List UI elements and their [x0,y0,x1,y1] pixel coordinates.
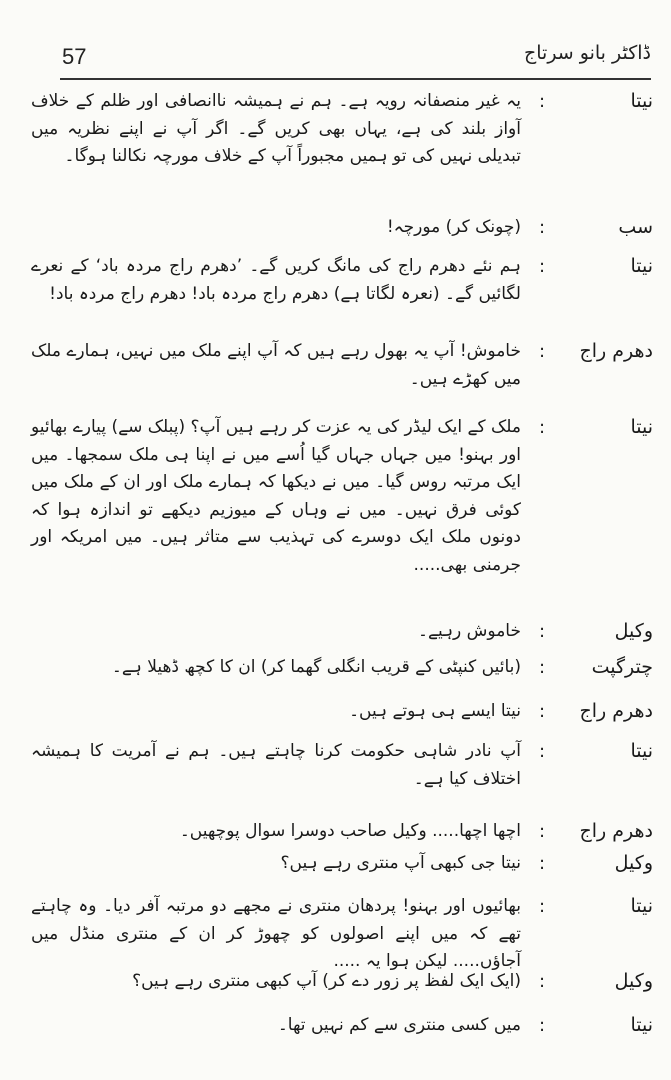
speech-text: ملک کے ایک لیڈر کی یہ عزت کر رہے ہیں آپ؟ (پبلک سے) پیارے بھائیو اور بہنو! میں جہاں جہاں گیا اُسے میں نے اپنا ہی ملک سمجھا۔ میں ایک مرتبہ روس گیا۔ میں نے دیکھا کہ ہمارے ملک اور ان کے ملک میں کوئی فرق نہیں۔ میں نے وہاں کے میوزیم دیکھے تو اندازہ ہوا کہ دونوں ملک ایک دوسرے کی تہذیب سے متاثر ہیں۔ میں امریکہ اور جرمنی بھی..... [31,417,521,575]
running-title: ڈاکٹر بانو سرتاج [523,42,651,64]
speech-text: یہ غیر منصفانہ رویہ ہے۔ ہم نے ہمیشہ ناانصافی اور ظلم کے خلاف آواز بلند کی ہے، یہاں بھی کریں گے۔ اگر آپ نے اپنے نظریہ میں تبدیلی نہیں کی تو ہمیں مجبوراً آپ کے خلاف مورچہ نکالنا ہوگا۔ [31,91,521,166]
speaker-colon: : [538,217,546,238]
header-rule [60,78,651,80]
speaker-name: نیتا [630,90,653,112]
speech-text: (بائیں کنپٹی کے قریب انگلی گھما کر) ان کا کچھ ڈھیلا ہے۔ [111,657,521,677]
speaker-name: نیتا [630,740,653,762]
speech-text: ہم نئے دھرم راج کی مانگ کریں گے۔ ’دھرم راج مردہ باد‘ کے نعرے لگائیں گے۔ (نعرہ لگاتا ہے) دھرم راج مردہ باد! دھرم راج مردہ باد! [31,256,521,304]
speaker-name: چترگپت [591,656,653,678]
speaker-colon: : [538,417,546,438]
speaker-colon: : [538,821,546,842]
speech-text: بھائیوں اور بہنو! پردھان منتری نے مجھے دو مرتبہ آفر دیا۔ وہ چاہتے تھے کہ میں اپنے اصولوں کو چھوڑ کر ان کے منتری منڈل میں آجاؤں..... لیکن ہوا یہ ..... [31,896,521,971]
speech-text: خاموش! آپ یہ بھول رہے ہیں کہ آپ اپنے ملک میں نہیں، ہمارے ملک میں کھڑے ہیں۔ [31,341,521,389]
page-header [0,0,671,80]
speech-text: نیتا جی کبھی آپ منتری رہے ہیں؟ [280,853,521,873]
page-number: 57 [62,44,87,69]
speaker-colon: : [538,621,546,642]
speaker-name: سب [618,216,653,238]
speaker-colon: : [538,896,546,917]
speaker-colon: : [538,971,546,992]
speaker-name: وکیل [614,970,653,992]
speaker-colon: : [538,341,546,362]
speech-text: (ایک ایک لفظ پر زور دے کر) آپ کبھی منتری رہے ہیں؟ [132,971,521,991]
speaker-colon: : [538,91,546,112]
speech-text: (چونک کر) مورچہ! [386,217,521,237]
speaker-colon: : [538,256,546,277]
speech-text: نیتا ایسے ہی ہوتے ہیں۔ [349,701,521,721]
speaker-colon: : [538,741,546,762]
speaker-name: نیتا [630,255,653,277]
speech-text: اچھا اچھا..... وکیل صاحب دوسرا سوال پوچھیں۔ [179,821,521,841]
speaker-name: نیتا [630,1014,653,1036]
speaker-name: دھرم راج [579,340,653,362]
speaker-name: دھرم راج [579,700,653,722]
speaker-name: نیتا [630,895,653,917]
speech-text: آپ نادر شاہی حکومت کرنا چاہتے ہیں۔ ہم نے آمریت کا ہمیشہ اختلاف کیا ہے۔ [31,741,521,789]
speaker-colon: : [538,853,546,874]
speaker-name: وکیل [614,620,653,642]
speaker-colon: : [538,1015,546,1036]
speech-text: خاموش رہیے۔ [418,621,521,641]
speech-text: میں کسی منتری سے کم نہیں تھا۔ [277,1015,521,1035]
speaker-colon: : [538,657,546,678]
speaker-name: وکیل [614,852,653,874]
speaker-name: دھرم راج [579,820,653,842]
speaker-colon: : [538,701,546,722]
speaker-name: نیتا [630,416,653,438]
